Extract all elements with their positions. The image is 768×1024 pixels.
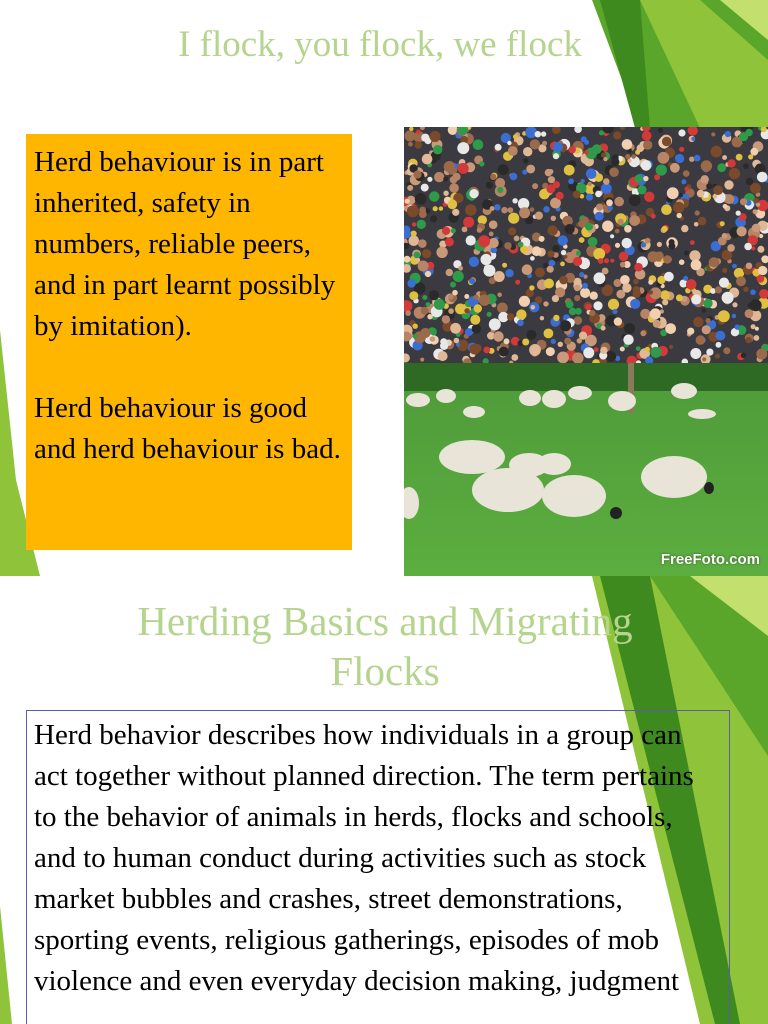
slide-title: I flock, you flock, we flock [178,24,582,65]
photo-watermark: FreeFoto.com [660,551,760,568]
crowd-photo [404,127,768,363]
slide-2 [0,576,768,1024]
body-text-box [26,710,730,1024]
body-text: Herd behavior describes how individuals in a group can act together without planned direction. The term pertains to the behavior of animals in herds, flocks and schools, and to human conduct during activities such as stock market bubbles and crashes, street demonstrations, sporting events, religious gatherings, episodes of mob violence and even everyday decision making, judgment [34,719,694,997]
box-paragraph-1: Herd behaviour is in part inherited, safety in numbers, reliable peers, and in part learnt possibly by imitation). [34,146,336,342]
sheep-photo [404,363,768,576]
box-paragraph-2: Herd behaviour is good and herd behaviour is bad. [34,392,341,465]
highlight-text-box [26,134,352,550]
slide-title-2: Herding Basics and Migrating Flocks [137,598,633,694]
